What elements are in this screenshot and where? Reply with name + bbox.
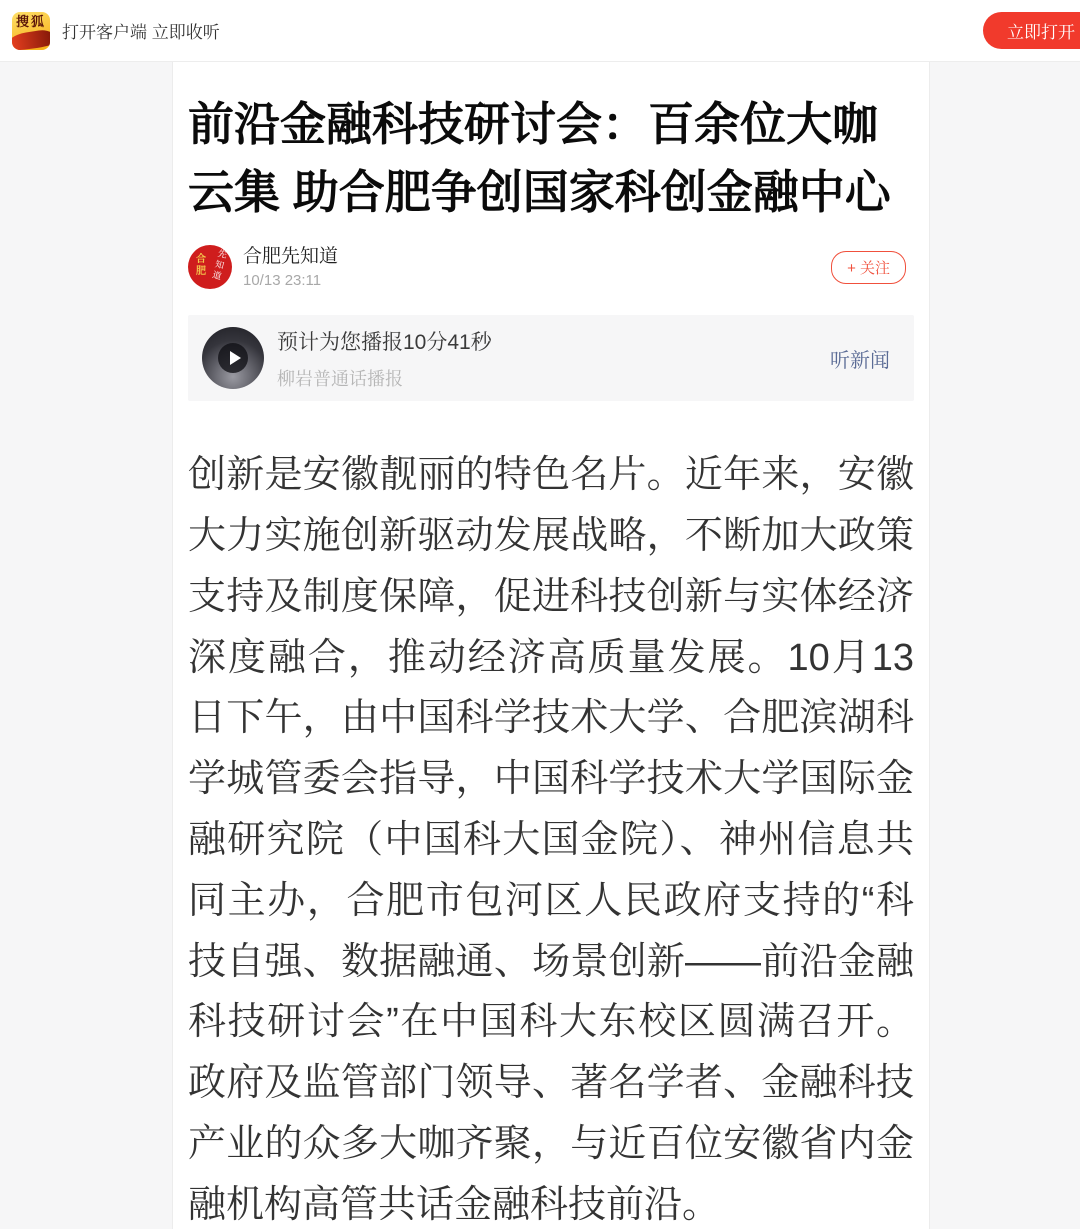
article-title: 前沿金融科技研讨会：百余位大咖云集 助合肥争创国家科创金融中心	[188, 98, 891, 219]
play-triangle-icon	[230, 351, 241, 365]
narrator-avatar[interactable]	[202, 327, 264, 389]
author-info	[243, 246, 338, 289]
audio-texts	[277, 326, 492, 391]
audio-narrator-text: 柳岩普通话播报	[277, 368, 403, 389]
avatar-seal-text-1: 合肥	[196, 254, 206, 278]
listen-news-link[interactable]: 听新闻	[830, 349, 890, 372]
sohu-logo-icon[interactable]	[12, 12, 50, 50]
topbar-message: 打开客户端 立即收听	[62, 23, 220, 42]
author-name[interactable]: 合肥先知道	[243, 245, 339, 267]
audio-duration-text: 预计为您播报10分41秒	[277, 330, 492, 354]
avatar-seal-text-2: 先知道	[211, 248, 228, 282]
follow-button[interactable]: + 关注	[831, 251, 906, 284]
article-card	[172, 62, 930, 1229]
audio-player-bar	[188, 315, 914, 401]
publish-timestamp: 10/13 23:11	[243, 271, 322, 289]
fox-tail-icon	[12, 28, 50, 50]
sohu-logo-text: 搜狐	[15, 13, 46, 29]
open-app-button[interactable]: 立即打开	[983, 12, 1080, 49]
author-row	[188, 243, 914, 291]
author-avatar[interactable]	[188, 245, 232, 289]
topbar	[0, 0, 1080, 62]
article-body-text: 创新是安徽靓丽的特色名片。近年来，安徽大力实施创新驱动发展战略，不断加大政策支持及制度保障，促进科技创新与实体经济深度融合，推动经济高质量发展。10月13日下午，由中国科学技术大学、合肥滨湖科学城管委会指导，中国科学技术大学国际金融研究院（中国科大国金院）、神州信息共同主办，合肥市包河区人民政府支持的“科技自强、数据融通、场景创新——前沿金融科技研讨会”在中国科大东校区圆满召开。政府及监管部门领导、著名学者、金融科技产业的众多大咖齐聚，与近百位安徽省内金融机构高管共话金融科技前沿。	[188, 454, 914, 1226]
play-icon[interactable]	[218, 343, 248, 373]
